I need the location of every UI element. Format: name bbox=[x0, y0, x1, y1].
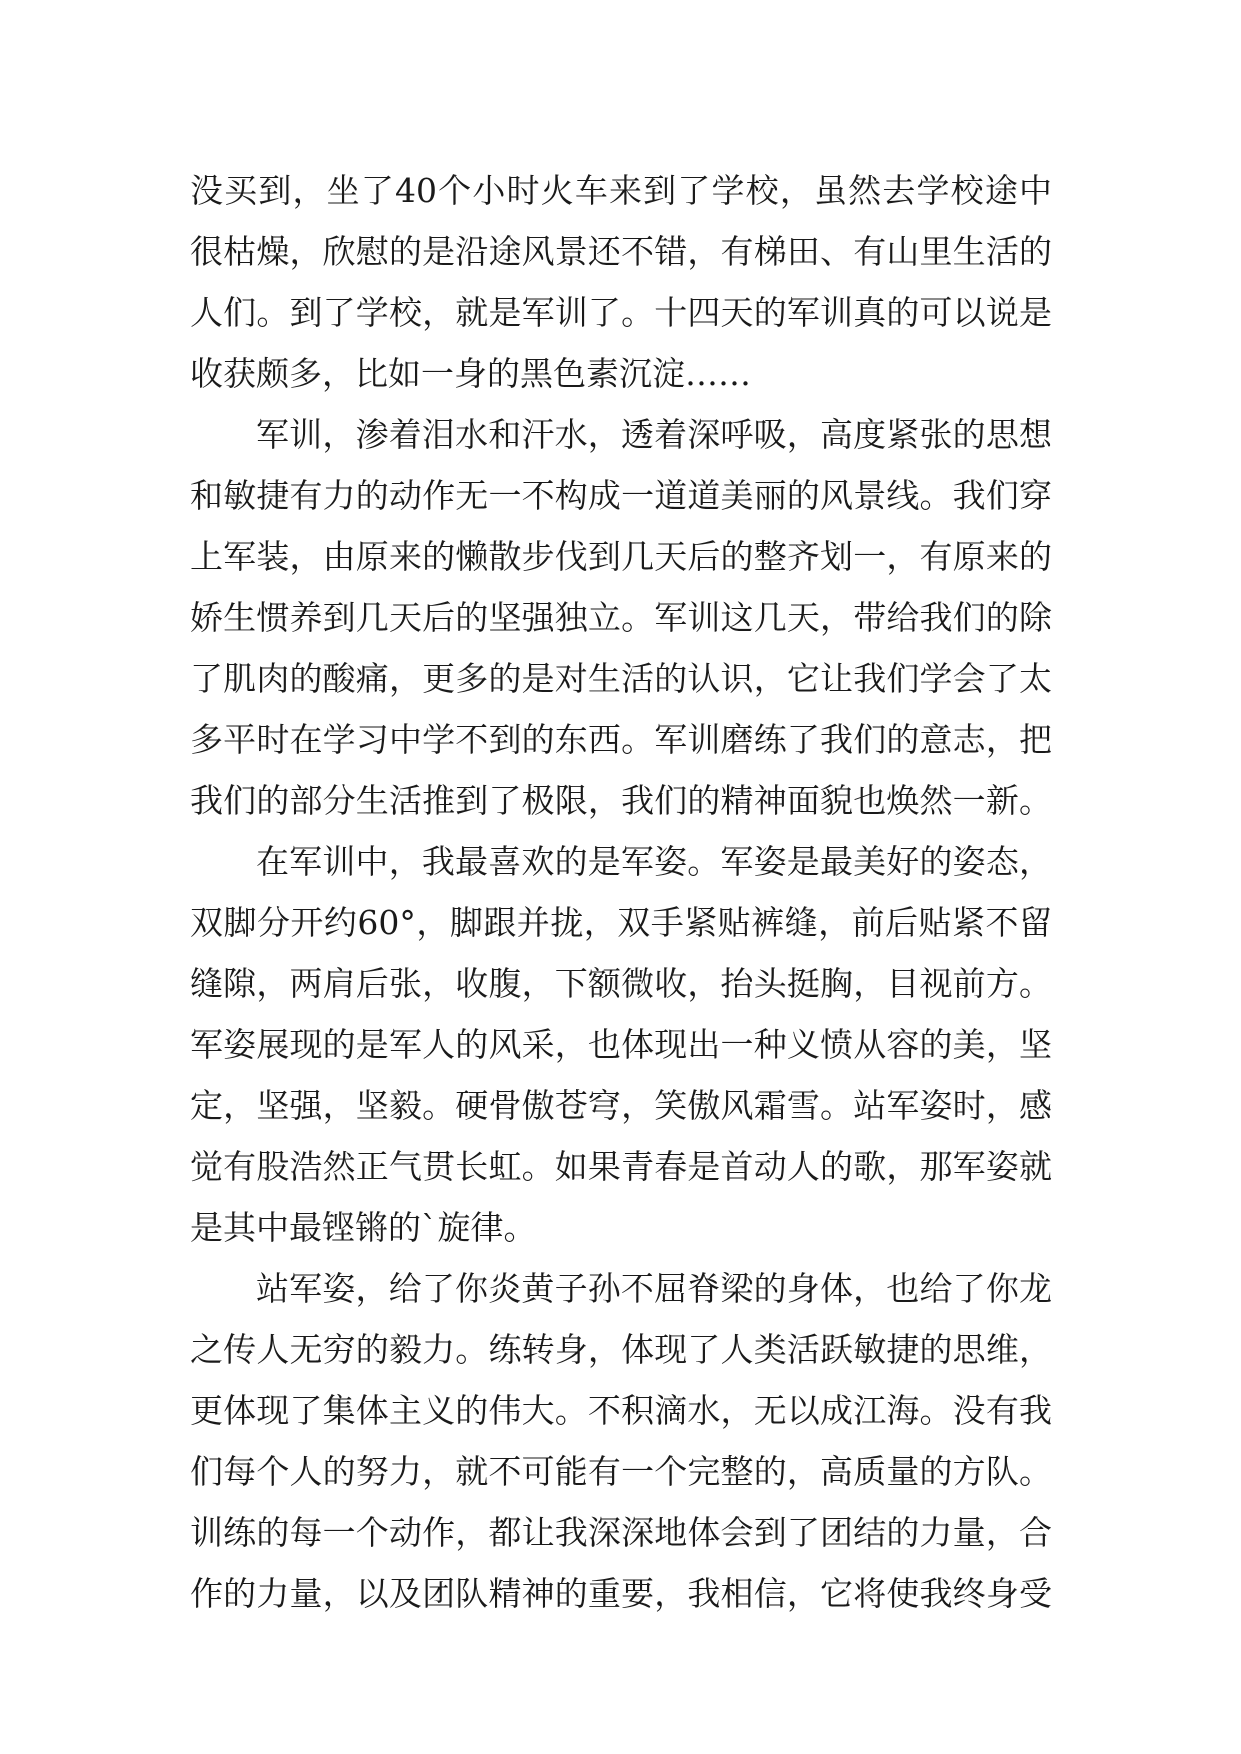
text-line: 上军装，由原来的懒散步伐到几天后的整齐划一，有原来的 bbox=[190, 537, 1052, 576]
text-line: 军姿展现的是军人的风采，也体现出一种义愤从容的美，坚 bbox=[190, 1025, 1052, 1064]
text-line: 定，坚强，坚毅。硬骨傲苍穹，笑傲风霜雪。站军姿时，感 bbox=[190, 1086, 1052, 1125]
text-line: 双脚分开约60°，脚跟并拢，双手紧贴裤缝，前后贴紧不留 bbox=[190, 903, 1052, 942]
text-line: 们每个人的努力，就不可能有一个完整的，高质量的方队。 bbox=[190, 1452, 1052, 1491]
text-line: 更体现了集体主义的伟大。不积滴水，无以成江海。没有我 bbox=[190, 1391, 1052, 1430]
text-line: 人们。到了学校，就是军训了。十四天的军训真的可以说是 bbox=[190, 293, 1052, 332]
text-line: 之传人无穷的毅力。练转身，体现了人类活跃敏捷的思维， bbox=[190, 1330, 1052, 1369]
text-line: 是其中最铿锵的`旋律。 bbox=[190, 1208, 537, 1247]
text-line: 没买到，坐了40个小时火车来到了学校，虽然去学校途中 bbox=[190, 171, 1052, 210]
text-line: 军训，渗着泪水和汗水，透着深呼吸，高度紧张的思想 bbox=[256, 415, 1052, 454]
body-text bbox=[190, 160, 1052, 1624]
text-line: 多平时在学习中学不到的东西。军训磨练了我们的意志，把 bbox=[190, 720, 1052, 759]
text-line: 训练的每一个动作，都让我深深地体会到了团结的力量，合 bbox=[190, 1513, 1052, 1552]
text-line: 了肌肉的酸痛，更多的是对生活的认识，它让我们学会了太 bbox=[190, 659, 1052, 698]
text-line: 很枯燥，欣慰的是沿途风景还不错，有梯田、有山里生活的 bbox=[190, 232, 1052, 271]
text-line: 在军训中，我最喜欢的是军姿。军姿是最美好的姿态， bbox=[256, 842, 1052, 881]
text-line: 收获颇多，比如一身的黑色素沉淀…… bbox=[190, 354, 751, 393]
text-line: 娇生惯养到几天后的坚强独立。军训这几天，带给我们的除 bbox=[190, 598, 1052, 637]
text-line: 觉有股浩然正气贯长虹。如果青春是首动人的歌，那军姿就 bbox=[190, 1147, 1052, 1186]
text-line: 我们的部分生活推到了极限，我们的精神面貌也焕然一新。 bbox=[190, 781, 1052, 820]
text-line: 缝隙，两肩后张，收腹，下额微收，抬头挺胸，目视前方。 bbox=[190, 964, 1052, 1003]
text-line: 和敏捷有力的动作无一不构成一道道美丽的风景线。我们穿 bbox=[190, 476, 1052, 515]
text-line: 站军姿，给了你炎黄子孙不屈脊梁的身体，也给了你龙 bbox=[256, 1269, 1052, 1308]
text-line: 作的力量，以及团队精神的重要，我相信，它将使我终身受 bbox=[190, 1574, 1052, 1613]
